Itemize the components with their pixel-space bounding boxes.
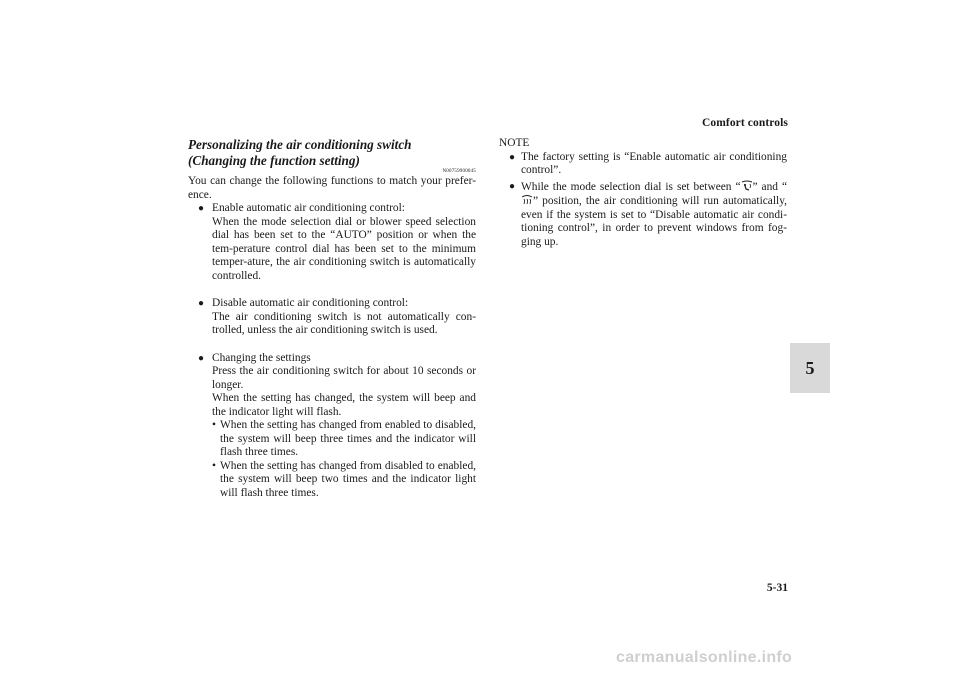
bullet-icon: ●	[509, 151, 516, 163]
bullet-icon: ●	[198, 203, 205, 214]
sub-list-item: • When the setting has changed from enabled to disabled, the system will beep three times and the indicator will flash three times.	[212, 419, 476, 458]
watermark-text: carmanualsonline.info	[616, 649, 793, 666]
list-item	[499, 180, 787, 250]
foot-defrost-icon	[741, 180, 753, 192]
list-item	[188, 202, 476, 283]
list-item	[188, 352, 476, 501]
chapter-tab: 5	[790, 343, 830, 393]
note-label: NOTE	[499, 137, 530, 149]
list-item	[499, 151, 787, 178]
section-header: Comfort controls	[701, 117, 788, 129]
item-heading: Changing the settings	[212, 351, 311, 364]
note-text: The factory setting is “Enable automatic air conditioning control”.	[521, 150, 787, 176]
sub-list-item: • When the setting has changed from disabled to enabled, the system will beep two times and the indicator light will flash three times.	[212, 459, 476, 499]
item-body: The air conditioning switch is not automatically con-trolled, unless the air conditioning switch is used.	[212, 310, 476, 336]
item-body: When the mode selection dial or blower speed selection dial has been set to the “AUTO” position or when the tem-perature control dial has been set to the minimum temper-ature, the air conditioning switch is automatically controlled.	[212, 215, 476, 282]
defrost-icon	[521, 194, 533, 206]
item-body: Press the air conditioning switch for about 10 seconds or longer.	[212, 365, 476, 391]
sub-bullet-icon: •	[212, 419, 216, 431]
item-heading: Disable automatic air conditioning control:	[212, 297, 409, 309]
intro-text: You can change the following functions to match your prefer-ence.	[188, 175, 476, 201]
page-number: 5-31	[766, 582, 788, 594]
left-column	[188, 137, 476, 500]
note-text: While the mode selection dial is set between “ ” and “” position, the air conditioning will run automatically, even if the system is set to “Disable automatic air condi-tioning control”, in order to prevent windows from fog-ging up.	[521, 180, 788, 248]
bullet-icon: ●	[509, 180, 516, 192]
note-column	[499, 137, 787, 249]
item-heading: Enable automatic air conditioning control:	[212, 202, 405, 214]
list-item	[188, 297, 476, 338]
item-body: When the setting has changed, the system will beep and the indicator light will flash.	[212, 392, 476, 418]
reference-code: N00759900045	[442, 169, 476, 174]
section-title: Personalizing the air conditioning switch (Changing the function setting)	[188, 137, 412, 168]
bullet-icon: ●	[198, 352, 205, 364]
bullet-icon: ●	[198, 298, 205, 309]
sub-bullet-icon: •	[212, 459, 216, 472]
